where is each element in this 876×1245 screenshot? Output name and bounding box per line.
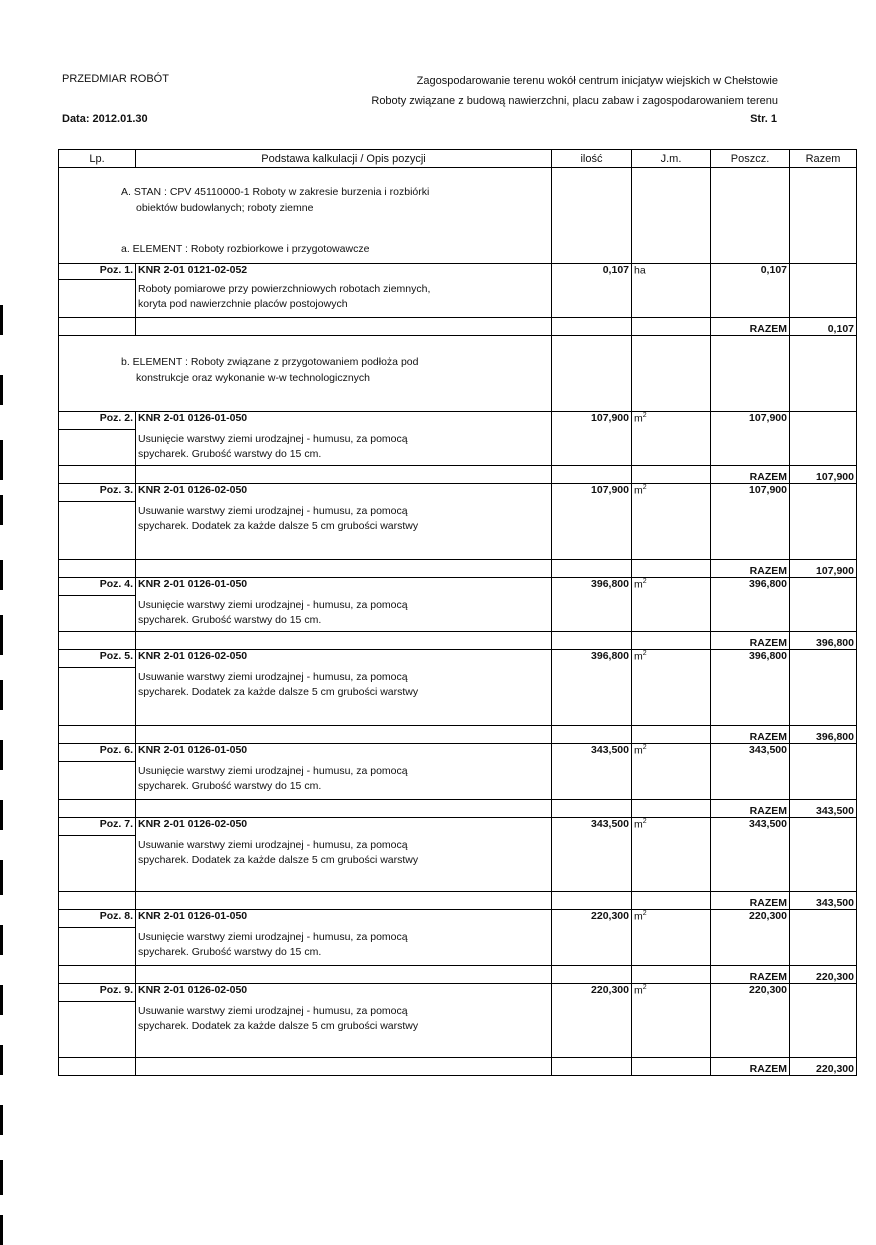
scan-artifact: [0, 375, 3, 405]
item-unit: $m^2$: [632, 650, 711, 726]
element-b-line-1: b. ELEMENT : Roboty związane z przygotowaniem podłoża pod: [121, 356, 419, 368]
stan-line-1: A. STAN : CPV 45110000-1 Roboty w zakresie burzenia i rozbiórki: [121, 186, 430, 198]
item-lp: Poz. 9.: [59, 984, 136, 1002]
item-description: Usuwanie warstwy ziemi urodzajnej - humusu, za pomocą spycharek. Dodatek za każde dalsze 5 cm grubości warstwy: [136, 1002, 552, 1058]
table-row: [59, 984, 857, 1002]
item-unit: $m^2$: [632, 484, 711, 560]
scan-artifact: [0, 860, 3, 895]
razem-label: RAZEM: [711, 726, 790, 744]
item-poszcz: 396,800: [711, 650, 790, 726]
scan-artifact: [0, 495, 3, 525]
razem-value: 220,300: [790, 1058, 857, 1076]
razem-row: [59, 318, 857, 336]
item-description: Usunięcie warstwy ziemi urodzajnej - humusu, za pomocą spycharek. Grubość warstwy do 15 cm.: [136, 430, 552, 466]
item-lp: Poz. 4.: [59, 578, 136, 596]
item-poszcz: 107,900: [711, 484, 790, 560]
item-quantity: 220,300: [552, 910, 632, 966]
item-knr: KNR 2-01 0126-01-050: [136, 578, 552, 596]
cost-table: [58, 149, 857, 1076]
razem-row: [59, 560, 857, 578]
col-quantity: ilość: [552, 150, 632, 168]
item-poszcz: 220,300: [711, 984, 790, 1058]
item-quantity: 343,500: [552, 818, 632, 892]
razem-value: 107,900: [790, 466, 857, 484]
scan-artifact: [0, 1105, 3, 1135]
item-quantity: 220,300: [552, 984, 632, 1058]
scan-artifact: [0, 985, 3, 1015]
col-poszcz: Poszcz.: [711, 150, 790, 168]
item-quantity: 0,107: [552, 264, 632, 318]
item-description: Usuwanie warstwy ziemi urodzajnej - humusu, za pomocą spycharek. Dodatek za każde dalsze 5 cm grubości warstwy: [136, 502, 552, 560]
item-lp: Poz. 2.: [59, 412, 136, 430]
project-title: Zagospodarowanie terenu wokół centrum inicjatyw wiejskich w Chełstowie: [416, 75, 778, 87]
razem-row: [59, 892, 857, 910]
element-b-line-2: konstrukcje oraz wykonanie w-w technologicznych: [136, 372, 371, 384]
item-poszcz: 343,500: [711, 744, 790, 800]
razem-value: 343,500: [790, 892, 857, 910]
item-lp: Poz. 5.: [59, 650, 136, 668]
item-poszcz: 107,900: [711, 412, 790, 466]
razem-label: RAZEM: [711, 632, 790, 650]
item-knr: KNR 2-01 0121-02-052: [136, 264, 552, 280]
table-row: [59, 578, 857, 596]
col-unit: J.m.: [632, 150, 711, 168]
item-quantity: 107,900: [552, 484, 632, 560]
razem-row: [59, 726, 857, 744]
col-razem: Razem: [790, 150, 857, 168]
razem-label: RAZEM: [711, 466, 790, 484]
scope-title: Roboty związane z budową nawierzchni, placu zabaw i zagospodarowaniem terenu: [371, 95, 778, 107]
item-description: Usuwanie warstwy ziemi urodzajnej - humusu, za pomocą spycharek. Dodatek za każde dalsze 5 cm grubości warstwy: [136, 668, 552, 726]
table-row: [59, 650, 857, 668]
razem-value: 396,800: [790, 726, 857, 744]
doc-date: Data: 2012.01.30: [62, 113, 148, 125]
col-description: Podstawa kalkulacji / Opis pozycji: [136, 150, 552, 168]
item-description: Usuwanie warstwy ziemi urodzajnej - humusu, za pomocą spycharek. Dodatek za każde dalsze 5 cm grubości warstwy: [136, 836, 552, 892]
table-row: [59, 264, 857, 280]
razem-value: 0,107: [790, 318, 857, 336]
razem-row: [59, 466, 857, 484]
razem-label: RAZEM: [711, 1058, 790, 1076]
razem-row: [59, 632, 857, 650]
element-a: a. ELEMENT : Roboty rozbiorkowe i przygotowawcze: [121, 243, 370, 255]
item-quantity: 107,900: [552, 412, 632, 466]
item-knr: KNR 2-01 0126-02-050: [136, 484, 552, 502]
item-unit: $m^2$: [632, 578, 711, 632]
item-knr: KNR 2-01 0126-01-050: [136, 744, 552, 762]
razem-value: 396,800: [790, 632, 857, 650]
razem-label: RAZEM: [711, 318, 790, 336]
item-description: Usunięcie warstwy ziemi urodzajnej - humusu, za pomocą spycharek. Grubość warstwy do 15 cm.: [136, 928, 552, 966]
item-unit: $m^2$: [632, 984, 711, 1058]
item-unit: ha: [632, 264, 711, 318]
table-row: [59, 744, 857, 762]
item-quantity: 343,500: [552, 744, 632, 800]
item-lp: Poz. 8.: [59, 910, 136, 928]
scan-artifact: [0, 680, 3, 710]
razem-value: 343,500: [790, 800, 857, 818]
razem-value: 220,300: [790, 966, 857, 984]
razem-label: RAZEM: [711, 892, 790, 910]
section-element-b-row: [59, 336, 857, 412]
scan-artifact: [0, 305, 3, 335]
page-number: Str. 1: [750, 113, 777, 125]
table-row: [59, 818, 857, 836]
scan-artifact: [0, 615, 3, 655]
scan-artifact: [0, 560, 3, 590]
item-lp: Poz. 6.: [59, 744, 136, 762]
razem-label: RAZEM: [711, 560, 790, 578]
table-row: [59, 484, 857, 502]
doc-title: PRZEDMIAR ROBÓT: [62, 73, 169, 85]
table-row: [59, 412, 857, 430]
item-knr: KNR 2-01 0126-02-050: [136, 984, 552, 1002]
item-lp: Poz. 7.: [59, 818, 136, 836]
item-lp: Poz. 1.: [59, 264, 136, 280]
scan-artifact: [0, 1045, 3, 1075]
item-quantity: 396,800: [552, 650, 632, 726]
razem-row: [59, 800, 857, 818]
scan-artifact: [0, 1160, 3, 1195]
item-description: Roboty pomiarowe przy powierzchniowych robotach ziemnych, koryta pod nawierzchnie placów postojowych: [136, 280, 552, 318]
section-stan-row: [59, 168, 857, 264]
item-lp: Poz. 3.: [59, 484, 136, 502]
table-header: [59, 150, 857, 168]
item-knr: KNR 2-01 0126-02-050: [136, 818, 552, 836]
item-poszcz: 220,300: [711, 910, 790, 966]
item-poszcz: 343,500: [711, 818, 790, 892]
scan-artifact: [0, 925, 3, 955]
razem-label: RAZEM: [711, 966, 790, 984]
col-lp: Lp.: [59, 150, 136, 168]
item-description: Usunięcie warstwy ziemi urodzajnej - humusu, za pomocą spycharek. Grubość warstwy do 15 cm.: [136, 596, 552, 632]
scan-artifact: [0, 800, 3, 830]
razem-row: [59, 966, 857, 984]
razem-label: RAZEM: [711, 800, 790, 818]
scan-artifact: [0, 440, 3, 480]
scan-artifact: [0, 1215, 3, 1245]
item-unit: $m^2$: [632, 818, 711, 892]
item-knr: KNR 2-01 0126-01-050: [136, 910, 552, 928]
item-knr: KNR 2-01 0126-02-050: [136, 650, 552, 668]
item-unit: $m^2$: [632, 744, 711, 800]
table-row: [59, 910, 857, 928]
item-poszcz: 0,107: [711, 264, 790, 318]
stan-line-2: obiektów budowlanych; roboty ziemne: [136, 202, 314, 214]
item-poszcz: 396,800: [711, 578, 790, 632]
razem-value: 107,900: [790, 560, 857, 578]
item-unit: $m^2$: [632, 910, 711, 966]
item-knr: KNR 2-01 0126-01-050: [136, 412, 552, 430]
item-description: Usunięcie warstwy ziemi urodzajnej - humusu, za pomocą spycharek. Grubość warstwy do 15 cm.: [136, 762, 552, 800]
item-quantity: 396,800: [552, 578, 632, 632]
scan-artifact: [0, 740, 3, 770]
razem-row: [59, 1058, 857, 1076]
item-unit: $m^2$: [632, 412, 711, 466]
